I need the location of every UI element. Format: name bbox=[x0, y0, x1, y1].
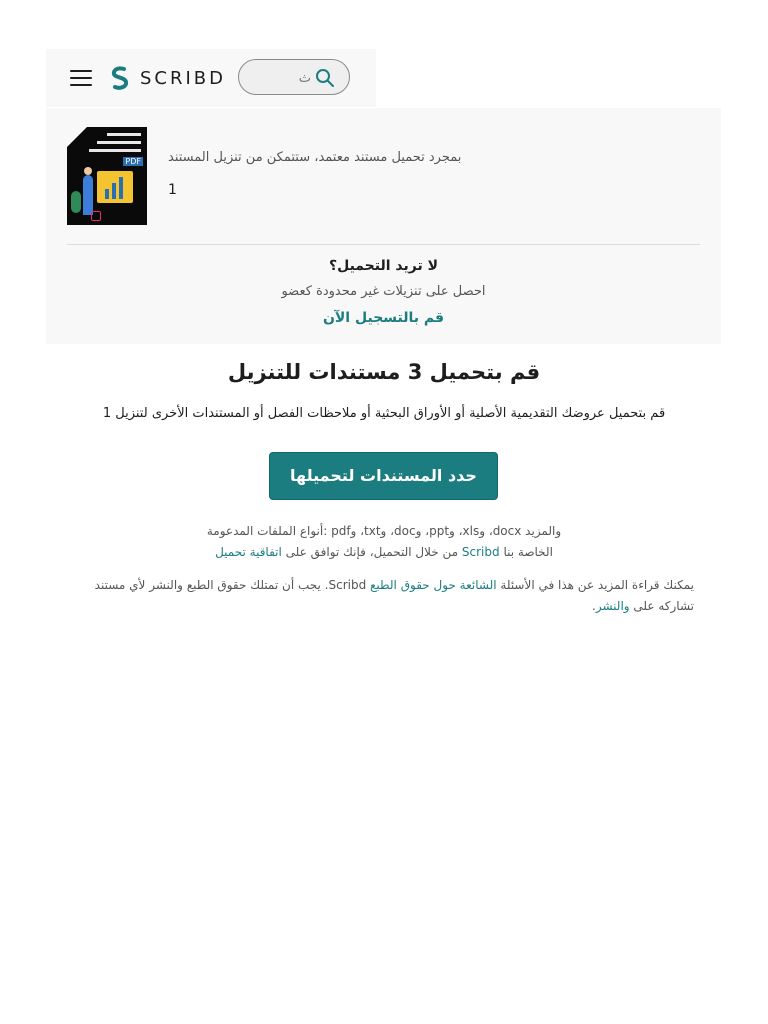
select-documents-button[interactable]: حدد المستندات لتحميلها bbox=[269, 452, 498, 500]
document-thumbnail[interactable] bbox=[67, 127, 147, 225]
scribd-link[interactable]: Scribd bbox=[461, 545, 500, 559]
thumb-text-line bbox=[89, 149, 141, 152]
hamburger-menu-icon[interactable] bbox=[70, 70, 92, 86]
copyright-faq-link-cont[interactable]: والنشر bbox=[595, 599, 630, 613]
supported-file-types: والمزيد docx، وxls، وppt، وdoc، وtxt، وpdf :أنواع الملفات المدعومة bbox=[206, 524, 562, 538]
thumb-bar bbox=[112, 183, 116, 199]
agreement-middle: من خلال التحميل، فإنك توافق على bbox=[285, 545, 459, 559]
person-head-icon bbox=[84, 167, 92, 175]
upload-info-text: بمجرد تحميل مستند معتمد، ستتمكن من تنزيل المستند bbox=[168, 150, 462, 165]
thumb-bar bbox=[105, 189, 109, 199]
copyright-prefix: يمكنك قراءة المزيد عن هذا في الأسئلة bbox=[500, 578, 694, 592]
scribd-logo-icon bbox=[108, 65, 132, 91]
upload-agreement-text bbox=[0, 545, 768, 559]
scribd-logo[interactable] bbox=[108, 65, 226, 91]
brand-name: SCRIBD bbox=[140, 67, 227, 89]
copyright-end: . bbox=[592, 599, 596, 613]
upload-agreement-link[interactable]: اتفاقية تحميل bbox=[215, 545, 282, 559]
search-icon[interactable] bbox=[315, 68, 335, 88]
unlimited-downloads-text: احصل على تنزيلات غير محدودة كعضو bbox=[281, 284, 486, 299]
plant-icon bbox=[71, 191, 81, 213]
upload-count: 1 bbox=[168, 182, 177, 198]
page-fold bbox=[67, 127, 87, 147]
top-header bbox=[46, 49, 376, 107]
divider bbox=[67, 244, 700, 245]
search-box[interactable] bbox=[238, 59, 350, 95]
person-icon bbox=[83, 175, 93, 215]
thumb-text-line bbox=[97, 141, 141, 144]
copyright-notice bbox=[62, 575, 694, 617]
chart-board-icon bbox=[97, 171, 133, 203]
upload-panel bbox=[46, 108, 721, 344]
pdf-badge: PDF bbox=[125, 157, 141, 166]
thumb-text-line bbox=[107, 133, 141, 136]
instagram-icon bbox=[91, 211, 101, 221]
no-upload-question: لا تريد التحميل؟ bbox=[328, 258, 439, 274]
thumb-bar bbox=[119, 177, 123, 199]
agreement-prefix: الخاصة بنا bbox=[503, 545, 553, 559]
page-title: قم بتحميل 3 مستندات للتنزيل bbox=[227, 360, 541, 384]
signup-link[interactable]: قم بالتسجيل الآن bbox=[322, 310, 445, 326]
copyright-faq-link[interactable]: الشائعة حول حقوق الطبع bbox=[370, 578, 497, 592]
search-input[interactable] bbox=[249, 67, 313, 89]
page-subtitle: قم بتحميل عروضك التقديمية الأصلية أو الأوراق البحثية أو ملاحظات الفصل أو المستندات الأخرى لتنزيل 1 bbox=[102, 406, 666, 421]
copyright-middle: Scribd. يجب أن تمتلك حقوق الطبع والنشر لأي مستند تشاركه على bbox=[94, 578, 694, 613]
